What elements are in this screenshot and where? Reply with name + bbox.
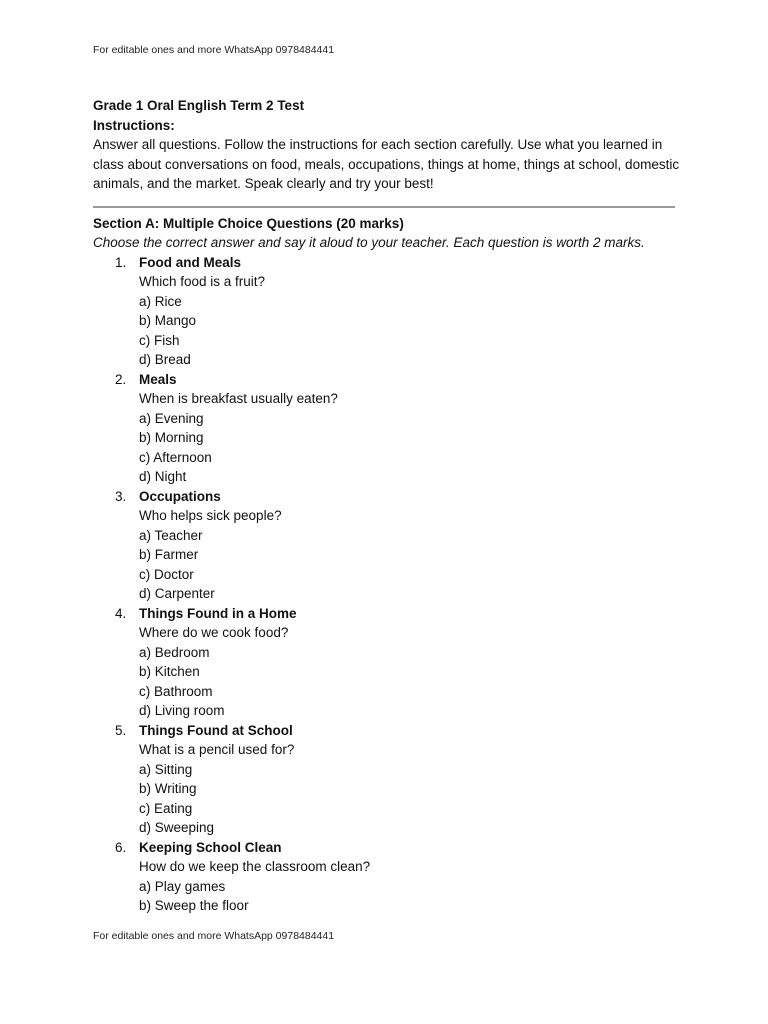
- answer-option: b) Farmer: [139, 547, 199, 562]
- question-item: [93, 487, 683, 604]
- answer-option: c) Doctor: [139, 566, 194, 582]
- answer-option: a) Play games: [139, 878, 226, 894]
- question-item: [93, 370, 683, 487]
- instructions-text: Answer all questions. Follow the instructions for each section carefully. Use what you learned in class about conversations on food, meals, occupations, things at home, things at school, domestic animals, and the market. Speak clearly and try your best!: [93, 137, 680, 191]
- section-a-title: Section A: Multiple Choice Questions (20 marks): [93, 215, 404, 231]
- question-topic: Things Found at School: [139, 722, 293, 738]
- answer-option: a) Rice: [139, 293, 182, 309]
- question-text: Which food is a fruit?: [139, 274, 266, 289]
- answer-option: d) Carpenter: [139, 586, 215, 601]
- footer-note: For editable ones and more WhatsApp 0978484441: [93, 930, 335, 942]
- answer-option: b) Morning: [139, 430, 204, 445]
- question-number: 1.: [115, 254, 127, 270]
- question-number: 2.: [115, 371, 127, 387]
- answer-option: c) Afternoon: [139, 449, 212, 465]
- instructions-heading: Instructions:: [93, 117, 175, 133]
- question-item: [93, 721, 683, 838]
- answer-option: c) Bathroom: [139, 683, 213, 699]
- answer-option: d) Living room: [139, 703, 225, 718]
- answer-option: c) Fish: [139, 332, 180, 348]
- answer-option: b) Mango: [139, 313, 197, 328]
- answer-option: c) Eating: [139, 800, 193, 816]
- question-number: 6.: [115, 839, 127, 855]
- section-divider: [93, 206, 675, 208]
- question-topic: Meals: [139, 371, 177, 387]
- document-content: [93, 96, 683, 916]
- question-item: [93, 604, 683, 721]
- header-note: For editable ones and more WhatsApp 0978484441: [93, 44, 335, 56]
- answer-option: d) Bread: [139, 352, 191, 367]
- question-item: [93, 253, 683, 370]
- question-text: Where do we cook food?: [139, 625, 289, 640]
- answer-option: b) Sweep the floor: [139, 898, 249, 913]
- answer-option: d) Night: [139, 469, 187, 484]
- question-text: Who helps sick people?: [139, 508, 282, 523]
- page-title: Grade 1 Oral English Term 2 Test: [93, 98, 305, 113]
- answer-option: b) Kitchen: [139, 664, 200, 679]
- question-text: What is a pencil used for?: [139, 742, 295, 757]
- question-text: How do we keep the classroom clean?: [139, 859, 371, 874]
- question-text: When is breakfast usually eaten?: [139, 391, 338, 406]
- answer-option: a) Sitting: [139, 761, 193, 777]
- question-number: 5.: [115, 722, 127, 738]
- section-a-note: Choose the correct answer and say it aloud to your teacher. Each question is worth 2 marks.: [93, 235, 645, 250]
- answer-option: b) Writing: [139, 781, 197, 796]
- question-topic: Food and Meals: [139, 254, 242, 270]
- question-number: 3.: [115, 488, 127, 504]
- question-number: 4.: [115, 605, 127, 621]
- question-topic: Things Found in a Home: [139, 605, 297, 621]
- question-item: [93, 838, 683, 916]
- question-topic: Keeping School Clean: [139, 839, 282, 855]
- answer-option: a) Teacher: [139, 527, 203, 543]
- answer-option: a) Evening: [139, 410, 204, 426]
- question-topic: Occupations: [139, 488, 221, 504]
- answer-option: d) Sweeping: [139, 820, 215, 835]
- answer-option: a) Bedroom: [139, 644, 210, 660]
- question-list: [93, 253, 683, 916]
